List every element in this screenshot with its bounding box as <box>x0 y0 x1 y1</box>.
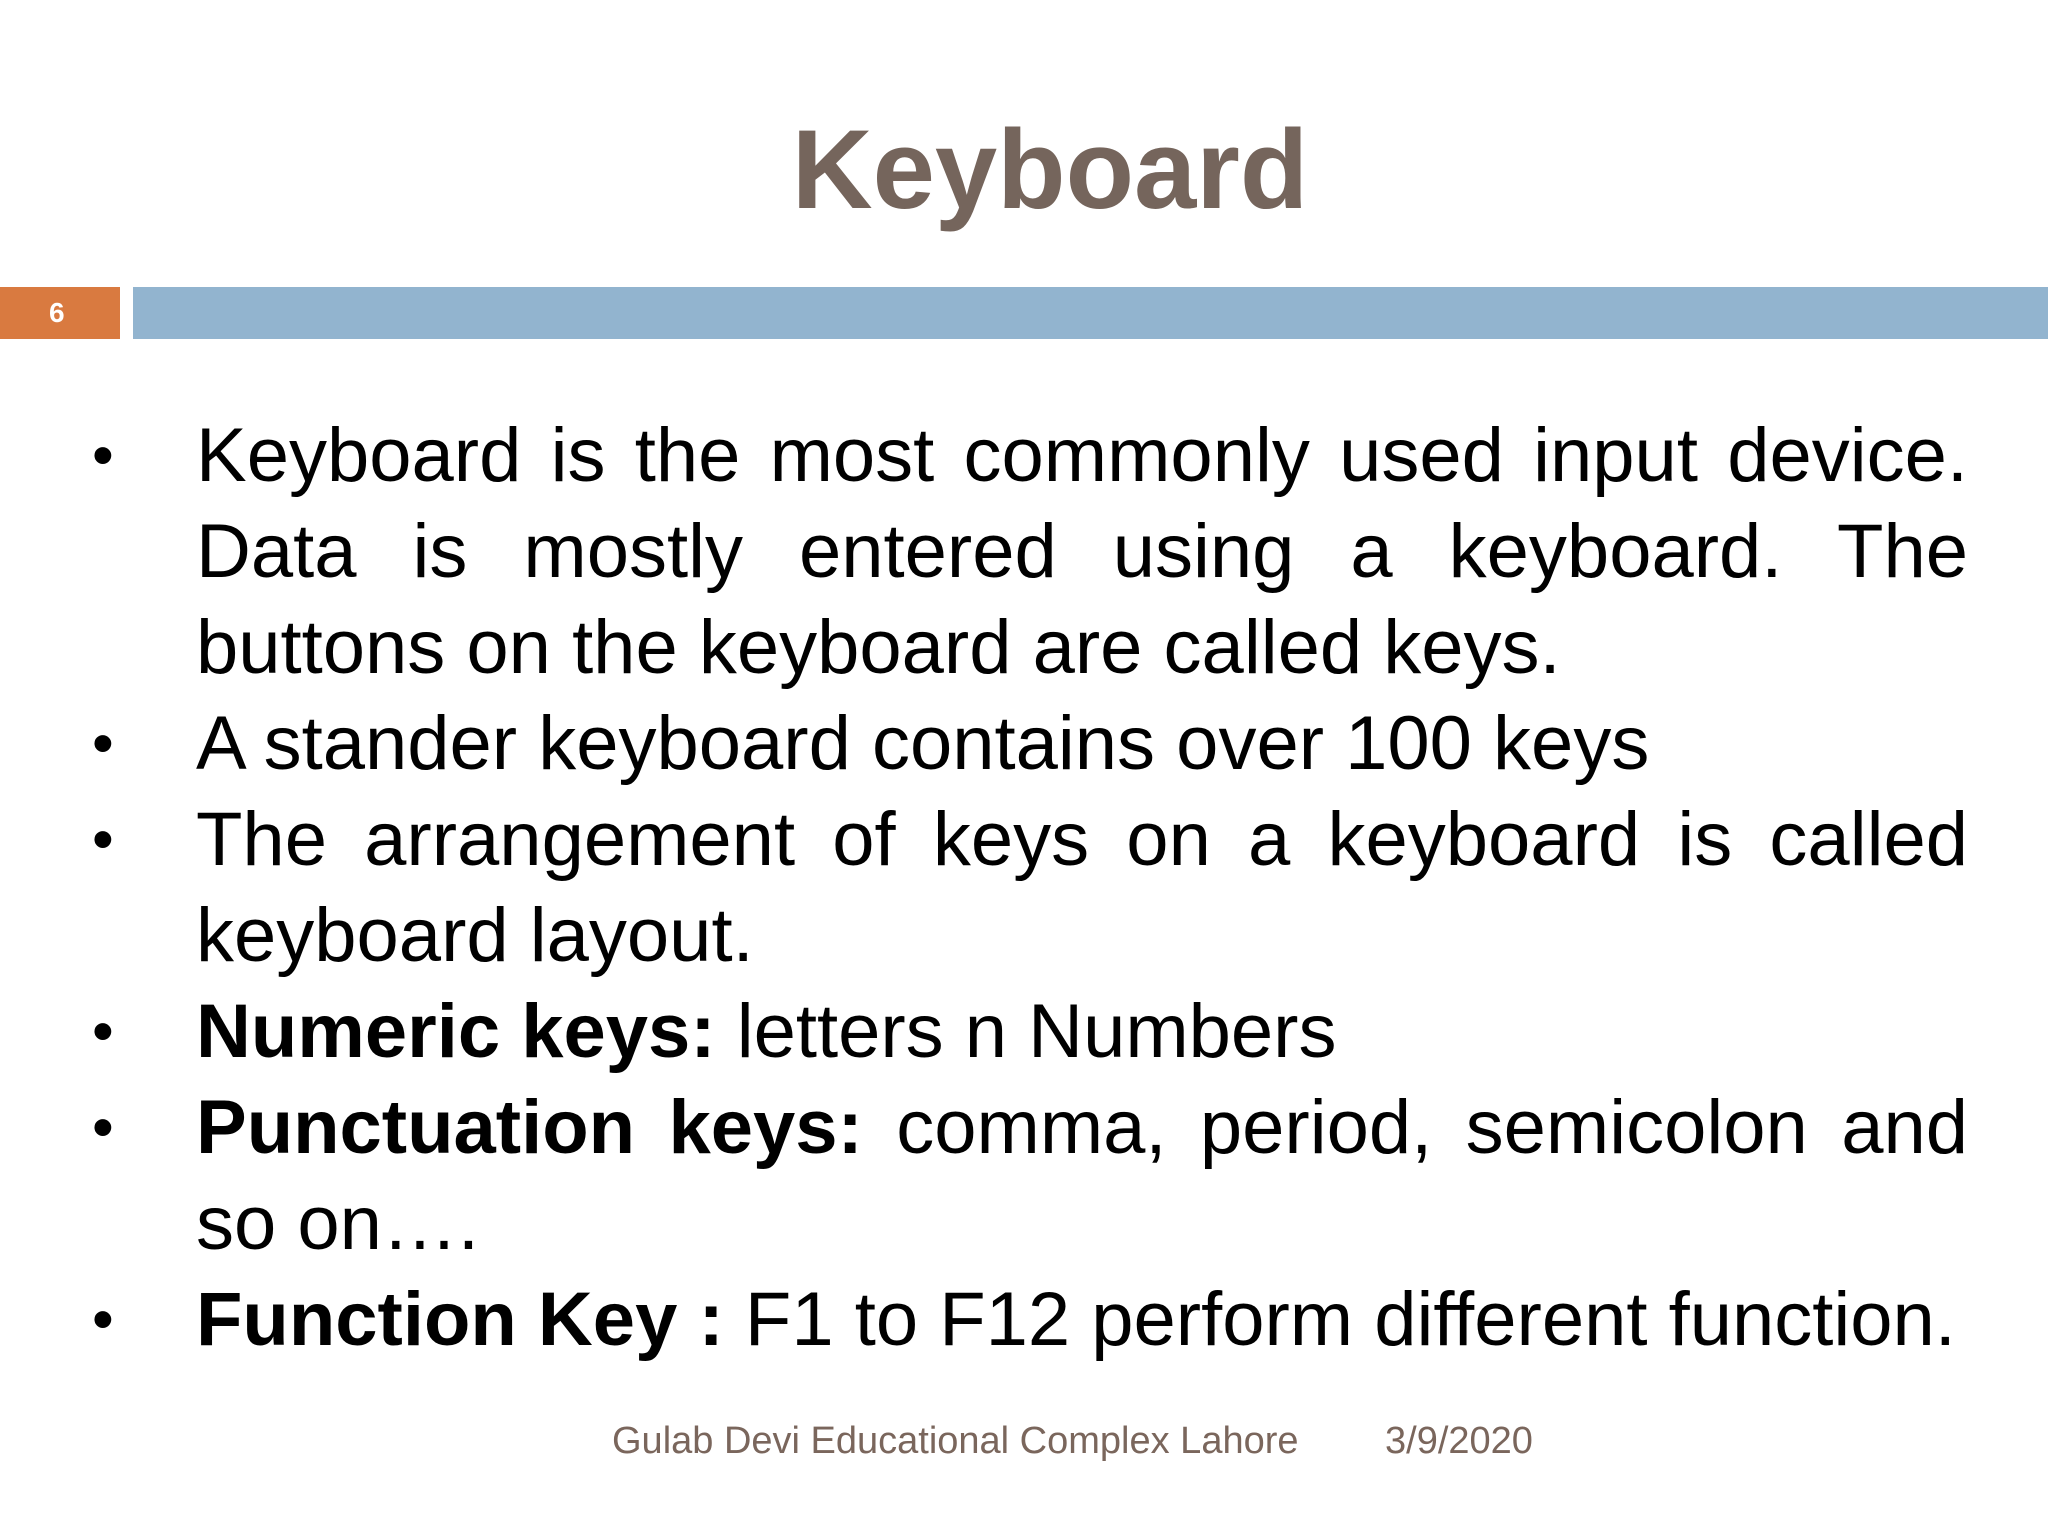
slide-number: 6 <box>49 297 65 328</box>
bullet-list <box>90 408 1968 1368</box>
bullet-item <box>90 792 1968 984</box>
bullet-text: comma, period, semicolon and so on…. <box>196 1085 1969 1266</box>
bullet-icon: • <box>92 421 114 490</box>
bullet-lead: Numeric keys: <box>196 989 716 1074</box>
slide-number-badge <box>0 287 120 339</box>
bullet-text: Keyboard is the most commonly used input device. Data is mostly entered using a keyboard. The buttons on the keyboard are called keys. <box>196 413 1968 690</box>
bullet-item <box>90 1080 1968 1272</box>
footer-date: 3/9/2020 <box>1385 1420 1533 1462</box>
bullet-icon: • <box>92 709 114 778</box>
bullet-lead: Function Key : <box>196 1277 724 1362</box>
bullet-item <box>90 1272 1968 1368</box>
bullet-item <box>90 696 1968 792</box>
footer-organization: Gulab Devi Educational Complex Lahore <box>612 1420 1299 1462</box>
bullet-item <box>90 984 1968 1080</box>
bullet-icon: • <box>92 1285 114 1354</box>
bullet-text: letters n Numbers <box>715 989 1337 1074</box>
bullet-icon: • <box>92 1093 114 1162</box>
bullet-text: A stander keyboard contains over 100 keys <box>196 701 1650 786</box>
slide-title: Keyboard <box>791 107 1309 232</box>
bullet-item <box>90 408 1968 696</box>
title-accent-bar <box>133 287 2048 339</box>
bullet-icon: • <box>92 805 114 874</box>
bullet-text: The arrangement of keys on a keyboard is called keyboard layout. <box>196 797 1968 978</box>
bullet-lead: Punctuation keys: <box>196 1085 863 1170</box>
bullet-icon: • <box>92 997 114 1066</box>
bullet-text: F1 to F12 perform different function. <box>723 1277 1956 1362</box>
